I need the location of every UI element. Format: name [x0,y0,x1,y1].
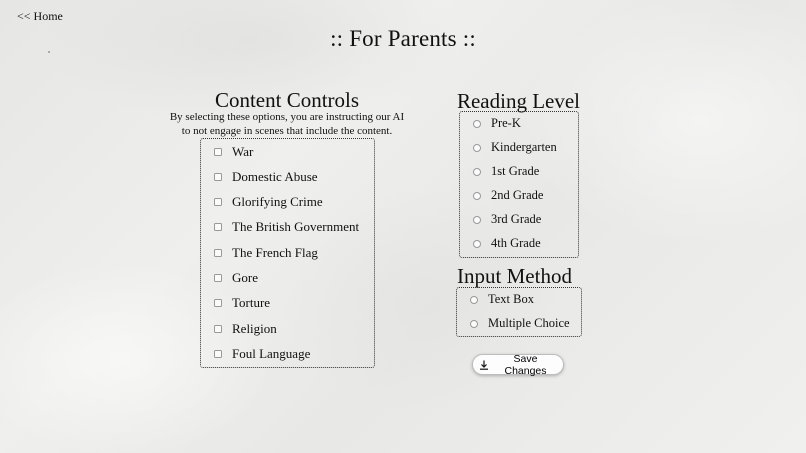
content-option-gore[interactable] [214,270,258,286]
input-method-group [456,287,582,337]
checkbox[interactable] [214,249,222,257]
option-label: 4th Grade [491,236,541,250]
radio-button[interactable] [473,192,481,200]
option-label: War [232,144,254,159]
reading-option-4th-grade[interactable] [473,236,541,251]
option-label: Torture [232,295,271,310]
option-label: The French Flag [232,245,318,260]
reading-level-group [459,111,579,258]
radio-button[interactable] [470,320,478,328]
option-label: Gore [232,270,258,285]
radio-button[interactable] [473,168,481,176]
option-label: Religion [232,321,277,336]
option-label: 3rd Grade [491,212,542,226]
option-label: Pre-K [491,116,521,130]
content-option-british-government[interactable] [214,219,359,235]
page-title: :: For Parents :: [330,26,476,51]
save-changes-label: Save Changes [504,352,547,377]
option-label: 2nd Grade [491,188,544,202]
checkbox[interactable] [214,223,222,231]
input-method-title: Input Method [457,264,572,288]
reading-option-kindergarten[interactable] [473,140,557,155]
input-option-multiple-choice[interactable] [470,316,570,331]
option-label: 1st Grade [491,164,540,178]
checkbox[interactable] [214,173,222,181]
input-option-text-box[interactable] [470,292,534,307]
content-option-religion[interactable] [214,321,277,337]
content-option-foul-language[interactable] [214,346,310,362]
content-controls-group [200,138,375,368]
radio-button[interactable] [473,144,481,152]
content-option-domestic-abuse[interactable] [214,169,318,185]
content-controls-description: By selecting these options, you are instructing our AI to not engage in scenes that include the content. [169,111,405,137]
option-label: Kindergarten [491,140,557,154]
option-label: Multiple Choice [488,316,570,330]
checkbox[interactable] [214,350,222,358]
content-option-war[interactable] [214,144,253,160]
reading-option-pre-k[interactable] [473,116,521,131]
save-changes-button[interactable] [472,354,564,375]
reading-option-3rd-grade[interactable] [473,212,541,227]
reading-option-2nd-grade[interactable] [473,188,543,203]
home-link[interactable]: << Home [17,9,63,23]
checkbox[interactable] [214,198,222,206]
checkbox[interactable] [214,148,222,156]
option-label: Glorifying Crime [232,194,323,209]
radio-button[interactable] [473,240,481,248]
reading-level-title: Reading Level [456,89,581,113]
reading-option-1st-grade[interactable] [473,164,539,179]
download-icon [479,360,489,370]
content-option-glorifying-crime[interactable] [214,194,323,210]
checkbox[interactable] [214,274,222,282]
radio-button[interactable] [470,296,478,304]
radio-button[interactable] [473,120,481,128]
option-label: Text Box [488,292,534,306]
option-label: Foul Language [232,346,311,361]
radio-button[interactable] [473,216,481,224]
content-option-torture[interactable] [214,295,270,311]
content-option-french-flag[interactable] [214,245,318,261]
option-label: Domestic Abuse [232,169,318,184]
checkbox[interactable] [214,299,222,307]
option-label: The British Government [232,219,360,234]
checkbox[interactable] [214,325,222,333]
content-controls-title: Content Controls [214,88,360,112]
